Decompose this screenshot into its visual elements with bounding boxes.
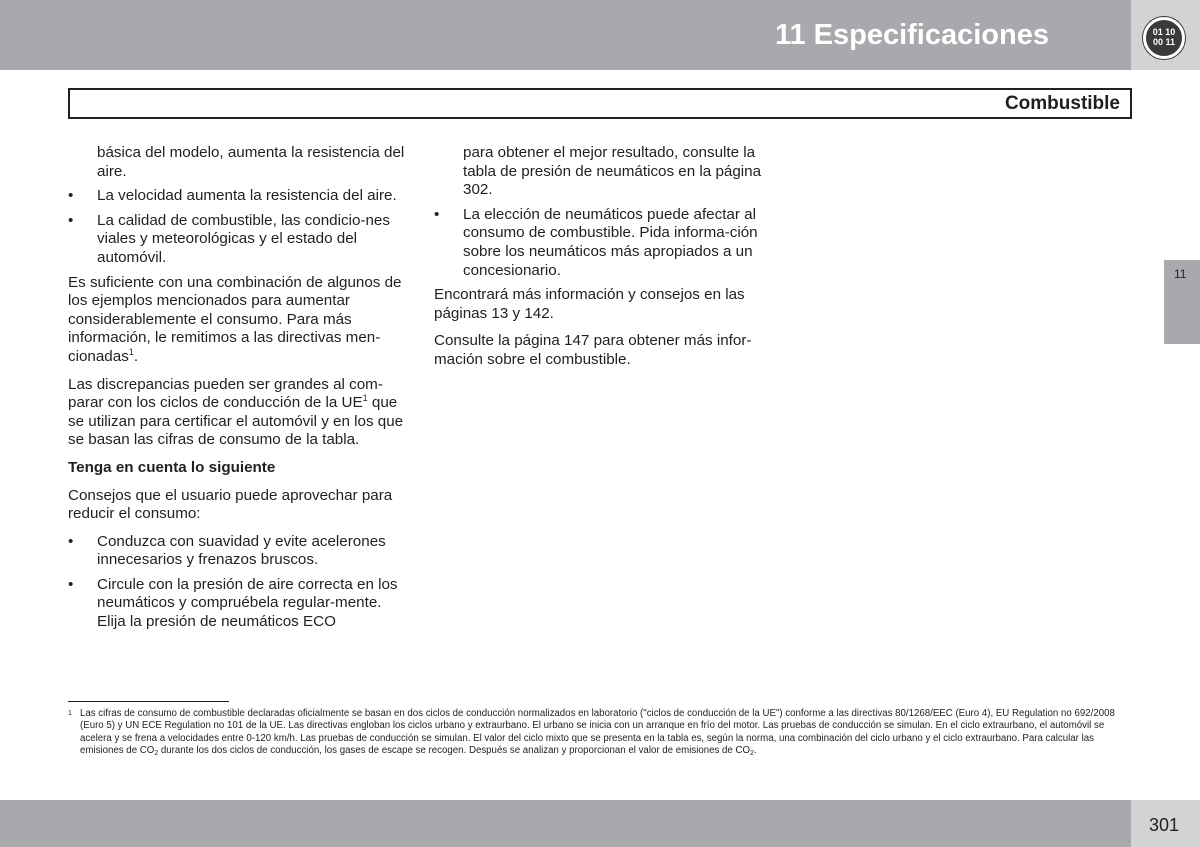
chapter-title: 11 Especificaciones <box>774 19 1049 51</box>
footnote-ref: 1 <box>362 393 368 404</box>
header-bar <box>0 0 1131 70</box>
paragraph <box>68 274 408 367</box>
bullet-icon: • <box>68 532 74 550</box>
paragraph-end: . <box>133 347 139 365</box>
bullet-text: La elección de neumáticos puede afectar al consumo de combustible. Pida informa-ción sobre los neumáticos más apropiados a un concesionario. <box>463 205 758 279</box>
chapter-index-icon <box>1143 17 1185 59</box>
text-column-right <box>434 144 774 379</box>
bullet-icon: • <box>68 575 74 593</box>
continued-text: básica del modelo, aumenta la resistencia del aire. <box>97 144 405 180</box>
bullet-text: La velocidad aumenta la resistencia del aire. <box>97 187 397 205</box>
section-header <box>68 88 1132 119</box>
footnote-divider <box>68 701 229 702</box>
continued-text: para obtener el mejor resultado, consulte la tabla de presión de neumáticos en la página 302. <box>463 144 762 199</box>
bullet-text: Conduzca con suavidad y evite acelerones innecesarios y frenazos bruscos. <box>97 532 386 569</box>
footnote-marker: 1 <box>68 710 72 717</box>
text-column-left <box>68 144 408 638</box>
bullet-item <box>68 187 408 206</box>
subscript: 2 <box>154 749 159 757</box>
footnote-text-part: . <box>753 744 757 756</box>
paragraph: Consejos que el usuario puede aprovechar para reducir el consumo: <box>68 486 393 523</box>
section-title: Combustible <box>1004 93 1120 114</box>
bullet-icon: • <box>68 211 74 229</box>
icon-row-2: 00 11 <box>1152 37 1176 47</box>
footnote-text-part: durante los dos ciclos de conducción, los gases de escape se recogen. Después se analizan y proporcionan el valor de emisiones de CO <box>158 744 751 756</box>
page-number: 301 <box>1149 815 1180 835</box>
footnote-text <box>80 708 1130 757</box>
footnote-ref: 1 <box>128 346 134 357</box>
bullet-text: La calidad de combustible, las condicio-nes viales y meteorológicas y el estado del automóvil. <box>97 211 390 266</box>
subscript: 2 <box>750 749 754 757</box>
paragraph: Consulte la página 147 para obtener más infor-mación sobre el combustible. <box>434 332 752 368</box>
bullet-item <box>68 212 408 268</box>
chapter-side-tab[interactable] <box>1164 260 1200 344</box>
bullet-item <box>68 533 408 570</box>
bullet-text: Circule con la presión de aire correcta en los neumáticos y compruébela regular-mente. Elija la presión de neumáticos ECO <box>97 575 398 631</box>
paragraph-text: que se utilizan para certificar el automóvil y en los que se basan las cifras de consumo de la tabla. <box>68 394 404 449</box>
paragraph: Encontrará más información y consejos en las páginas 13 y 142. <box>434 286 745 322</box>
paragraph <box>68 376 408 450</box>
paragraph-text: Es suficiente con una combinación de algunos de los ejemplos mencionados para aumentar considerablemente el consumo. Para más información, le remitimos a las directivas men-cionadas <box>68 273 402 365</box>
page-number-box <box>1131 800 1200 847</box>
footnote <box>68 708 1130 757</box>
icon-row-1: 01 10 <box>1152 27 1176 37</box>
bullet-item <box>68 576 408 632</box>
bullet-icon: • <box>434 205 440 223</box>
bullet-icon: • <box>68 187 74 205</box>
bullet-item <box>434 206 774 280</box>
paragraph-text: Las discrepancias pueden ser grandes al com-parar con los ciclos de conducción de la UE <box>68 375 383 412</box>
side-tab-label: 11 <box>1174 267 1187 281</box>
header-icon-box <box>1131 0 1200 70</box>
footer-bar <box>0 800 1131 847</box>
subheading: Tenga en cuenta lo siguiente <box>68 458 276 476</box>
footnote-text-part: Las cifras de consumo de combustible declaradas oficialmente se basan en dos ciclos de conducción normalizados en laboratorio ("ciclos de conducción de la UE") conforme a las directivas 80/1268/EEC (Euro 4), EU Regulation no 692/2008 (Euro 5) y UN ECE Regulation no 101 de la UE. Las directivas engloban los ciclos urbano y extraurbano. El urbano se inicia con un arranque en frío del motor. Las pruebas de conducción se simulan. En el ciclo extraurbano, el automóvil se acelera y se frena a velocidades entre 0-120 km/h. Las pruebas de conducción se simulan. El valor del ciclo mixto que se presenta en la tabla es, según la norma, una combinación del ciclo urbano y el ciclo extraurbano. Para calcular las emisiones de CO <box>80 708 1115 756</box>
